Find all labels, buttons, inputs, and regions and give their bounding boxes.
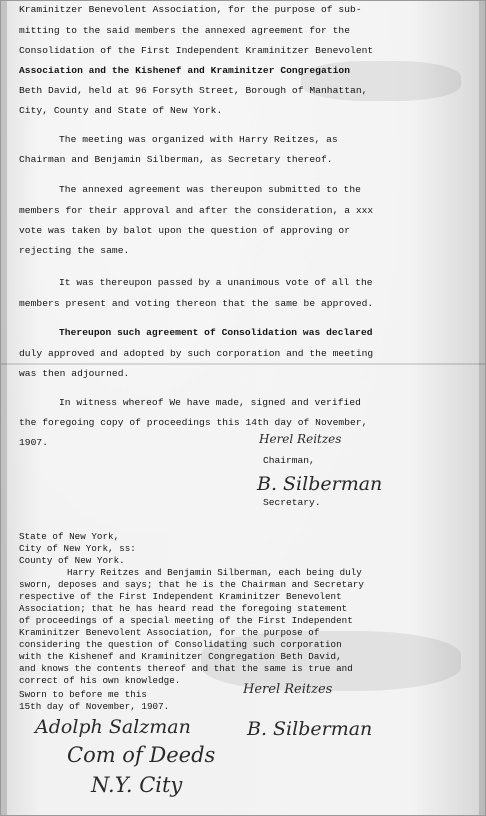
affiant-signature: Herel Reitzes — [243, 682, 333, 697]
secretary-label: Secretary. — [263, 497, 321, 508]
text-line: The annexed agreement was thereupon submitted to the — [59, 184, 361, 195]
text-line: members for their approval and after the consideration, a xxx — [19, 205, 374, 216]
text-line: State of New York, — [19, 531, 120, 542]
paper-fold — [1, 363, 485, 365]
text-line: correct of his own knowledge. — [19, 675, 181, 686]
text-line: 1907. — [19, 437, 49, 448]
text-line: of proceedings of a special meeting of the First Independent — [19, 615, 353, 626]
notary-signature: Adolph Salzman — [35, 716, 191, 738]
text-line: was then adjourned. — [19, 368, 130, 379]
text-line: with the Kishenef and Kraminitzer Congregation Beth David, — [19, 651, 342, 662]
text-line: City, County and State of New York. — [19, 105, 223, 116]
text-line: Beth David, held at 96 Forsyth Street, Borough of Manhattan, — [19, 85, 368, 96]
text-line: the foregoing copy of proceedings this 14th day of November, — [19, 417, 368, 428]
text-line: Sworn to before me this — [19, 689, 147, 700]
text-line: Kraminitzer Benevolent Association, for the purpose of — [19, 627, 320, 638]
text-line: respective of the First Independent Kraminitzer Benevolent — [19, 591, 342, 602]
text-line: Chairman and Benjamin Silberman, as Secretary thereof. — [19, 154, 333, 165]
commissioner-city: N.Y. City — [91, 773, 183, 797]
text-line: Thereupon such agreement of Consolidation was declared — [59, 327, 373, 338]
text-line: Kraminitzer Benevolent Association, for the purpose of sub- — [19, 4, 362, 15]
text-line: mitting to the said members the annexed agreement for the — [19, 25, 351, 36]
commissioner-title: Com of Deeds — [67, 743, 216, 767]
secretary-signature: B. Silberman — [257, 473, 383, 495]
text-line: Association; that he has heard read the foregoing statement — [19, 603, 348, 614]
text-line: duly approved and adopted by such corporation and the meeting — [19, 348, 374, 359]
text-line: 15th day of November, 1907. — [19, 701, 170, 712]
text-line: and knows the contents thereof and that the same is true and — [19, 663, 353, 674]
text-line: considering the question of Consolidating such corporation — [19, 639, 342, 650]
chairman-signature: Herel Reitzes — [259, 432, 342, 446]
text-line: rejecting the same. — [19, 245, 130, 256]
chairman-label: Chairman, — [263, 455, 315, 466]
text-line: It was thereupon passed by a unanimous vote of all the — [59, 277, 373, 288]
text-line: Consolidation of the First Independent Kraminitzer Benevolent — [19, 45, 374, 56]
text-line: County of New York. — [19, 555, 125, 566]
text-line: sworn, deposes and says; that he is the Chairman and Secretary — [19, 579, 364, 590]
text-line: City of New York, ss: — [19, 543, 136, 554]
scan-edge-left — [1, 1, 7, 815]
text-line: members present and voting thereon that the same be approved. — [19, 298, 374, 309]
silberman-signature: B. Silberman — [247, 718, 373, 740]
text-line: Association and the Kishenef and Kraminitzer Congregation — [19, 65, 351, 76]
scan-edge-right — [479, 1, 485, 815]
text-line: In witness whereof We have made, signed and verified — [59, 397, 361, 408]
text-line: The meeting was organized with Harry Reitzes, as — [59, 134, 338, 145]
text-line: Harry Reitzes and Benjamin Silberman, each being duly — [67, 567, 362, 578]
text-line: vote was taken by balot upon the question of approving or — [19, 225, 351, 236]
